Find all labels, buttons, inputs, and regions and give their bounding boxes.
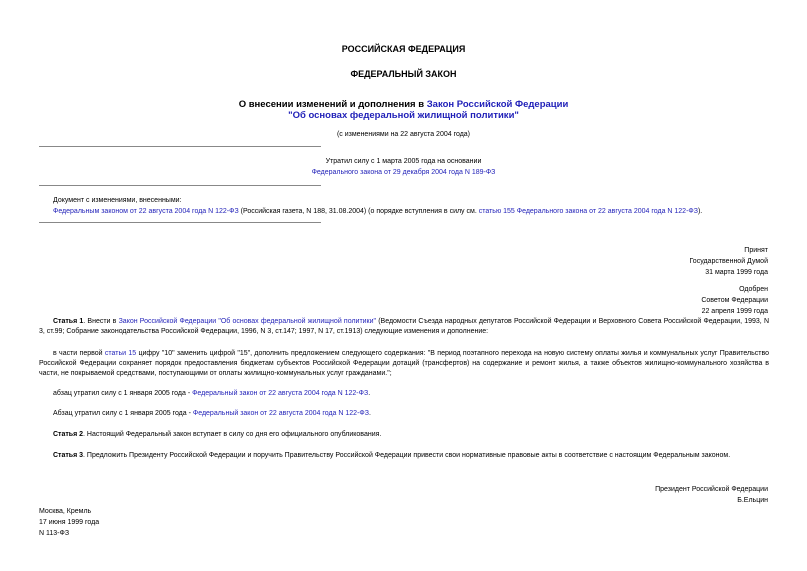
article-1 xyxy=(39,317,769,337)
article-2-label: Статья 2 xyxy=(53,431,84,438)
footer-block xyxy=(39,506,99,539)
adopted-block xyxy=(689,245,768,278)
clause-1-rest: цифру "10" заменить цифрой "15", дополнить предложением следующего содержания: "В период поэтапного перехода на новую систему оплаты жилья и коммунальных услуг Правительство Российской Федерации сохраняет порядок предоставления бюджетам субъектов Российской Федерации дотаций (трансфертов) на содержание и ремонт жилья, а также объектов жилищно-коммунального хозяйства в части, не покрываемой средствами, поступающими от оплаты жилищно-коммунальных услуг гражданами."; xyxy=(39,350,769,377)
adopted-label: Принят xyxy=(744,247,768,254)
clause-2-end: . xyxy=(368,390,371,397)
article-2 xyxy=(39,430,769,440)
article-3-rest: . Предложить Президенту Российской Федерации и поручить Правительству Российской Федерации привести свои нормативные правовые акты в соответствие с настоящим Федеральным законом. xyxy=(83,452,731,459)
doc-type-heading: ФЕДЕРАЛЬНЫЙ ЗАКОН xyxy=(350,69,457,79)
signature-title: Президент Российской Федерации xyxy=(655,486,768,493)
approved-body: Советом Федерации xyxy=(701,297,768,304)
changes-end: ). xyxy=(697,208,703,215)
signature-block xyxy=(655,484,768,506)
changes-line xyxy=(53,208,702,215)
clause-2-pre: абзац утратил силу с 1 января 2005 года - xyxy=(53,390,193,397)
title-prefix: О внесении изменений и дополнения в xyxy=(238,99,427,110)
footer-number: N 113-ФЗ xyxy=(39,530,70,537)
clause-1-link[interactable]: статьи 15 xyxy=(104,350,137,357)
divider xyxy=(39,146,321,147)
article-3 xyxy=(39,451,769,461)
approved-label: Одобрен xyxy=(739,286,768,293)
law-title xyxy=(0,99,807,110)
clause-3 xyxy=(39,409,769,419)
title-link-line2[interactable]: "Об основах федеральной жилищной политики" xyxy=(288,110,519,121)
divider xyxy=(39,185,321,186)
changes-intro: Документ с изменениями, внесенными: xyxy=(53,197,182,204)
clause-1-pre: в части первой xyxy=(53,350,105,357)
article-1-rest: (Ведомости Съезда народных депутатов Российской Федерации и Верховного Совета Российской Федерации, 1993, N 3, ст.99; Собрание законодательства Российской Федерации, 1996, N 3, ст.147; 1997, N 17, ст.1913) следующие изменения и дополнение: xyxy=(39,318,769,335)
adopted-date: 31 марта 1999 года xyxy=(705,269,768,276)
clause-3-pre: Абзац утратил силу с 1 января 2005 года - xyxy=(53,410,193,417)
revision-note: (с изменениями на 22 августа 2004 года) xyxy=(336,131,471,138)
clause-1 xyxy=(39,349,769,379)
changes-link-2[interactable]: статью 155 Федерального закона от 22 августа 2004 года N 122-ФЗ xyxy=(478,208,698,215)
clause-3-link[interactable]: Федеральный закон от 22 августа 2004 года N 122-ФЗ xyxy=(192,410,369,417)
article-3-label: Статья 3 xyxy=(53,452,84,459)
footer-place: Москва, Кремль xyxy=(39,508,92,515)
article-1-label: Статья 1 xyxy=(53,318,84,325)
signature-name: Б.Ельцин xyxy=(737,497,768,504)
title-link[interactable]: Закон Российской Федерации xyxy=(426,99,569,110)
divider xyxy=(39,222,321,223)
country-heading: РОССИЙСКАЯ ФЕДЕРАЦИЯ xyxy=(341,44,466,54)
approved-date: 22 апреля 1999 года xyxy=(701,308,768,315)
clause-2-link[interactable]: Федеральный закон от 22 августа 2004 года N 122-ФЗ xyxy=(192,390,369,397)
changes-link-1[interactable]: Федеральным законом от 22 августа 2004 года N 122-ФЗ xyxy=(53,208,239,215)
status-link[interactable]: Федерального закона от 29 декабря 2004 года N 189-ФЗ xyxy=(311,169,496,176)
changes-mid: (Российская газета, N 188, 31.08.2004) (о порядке вступления в силу см. xyxy=(238,208,479,215)
status-line: Утратил силу с 1 марта 2005 года на основании xyxy=(325,158,482,165)
adopted-body: Государственной Думой xyxy=(689,258,768,265)
article-1-pre: . Внести в xyxy=(83,318,119,325)
article-1-link[interactable]: Закон Российской Федерации "Об основах федеральной жилищной политики" xyxy=(118,318,377,325)
clause-3-end: . xyxy=(368,410,371,417)
approved-block xyxy=(701,284,768,317)
footer-date: 17 июня 1999 года xyxy=(39,519,100,526)
clause-2 xyxy=(39,389,769,399)
article-2-rest: . Настоящий Федеральный закон вступает в силу со дня его официального опубликования. xyxy=(83,431,382,438)
